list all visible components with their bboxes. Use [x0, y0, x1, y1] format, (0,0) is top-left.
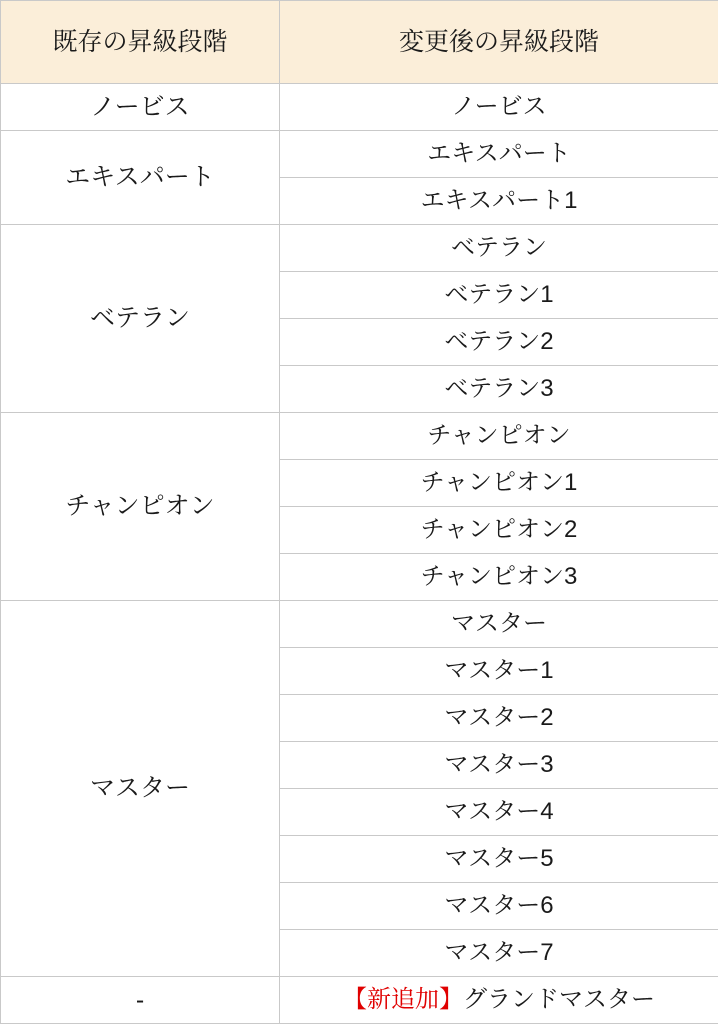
table-row	[1, 225, 718, 272]
new-rank-cell: マスター6	[280, 883, 718, 930]
new-rank-cell: ベテラン2	[280, 319, 718, 366]
new-rank-cell-grandmaster	[280, 977, 718, 1024]
new-rank-cell: エキスパート	[280, 131, 718, 178]
new-rank-cell: ベテラン	[280, 225, 718, 272]
column-header-old-ranks: 既存の昇級段階	[1, 1, 280, 84]
new-rank-cell: マスター5	[280, 836, 718, 883]
new-rank-cell: ベテラン1	[280, 272, 718, 319]
old-rank-cell: エキスパート	[1, 131, 280, 225]
new-rank-cell: マスター4	[280, 789, 718, 836]
new-badge-label: 【新追加】	[343, 986, 463, 1013]
table-row	[1, 413, 718, 460]
table-header-row	[1, 1, 718, 84]
new-rank-cell: チャンピオン2	[280, 507, 718, 554]
old-rank-cell: チャンピオン	[1, 413, 280, 601]
column-header-new-ranks: 変更後の昇級段階	[280, 1, 718, 84]
new-rank-cell: マスター7	[280, 930, 718, 977]
old-rank-cell: ベテラン	[1, 225, 280, 413]
table-header	[1, 1, 718, 84]
new-rank-cell: マスター1	[280, 648, 718, 695]
new-rank-cell: マスター3	[280, 742, 718, 789]
new-rank-cell: ノービス	[280, 84, 718, 131]
table-row	[1, 84, 718, 131]
old-rank-cell-empty: -	[1, 977, 280, 1024]
old-rank-cell: マスター	[1, 601, 280, 977]
new-rank-cell: エキスパート1	[280, 178, 718, 225]
new-rank-cell: マスター	[280, 601, 718, 648]
new-rank-cell: チャンピオン3	[280, 554, 718, 601]
table-row	[1, 131, 718, 178]
new-rank-cell: マスター2	[280, 695, 718, 742]
new-rank-cell: チャンピオン	[280, 413, 718, 460]
table-row	[1, 977, 718, 1024]
old-rank-cell: ノービス	[1, 84, 280, 131]
new-rank-cell: ベテラン3	[280, 366, 718, 413]
table-row	[1, 601, 718, 648]
table-body	[1, 84, 718, 1024]
new-rank-label: グランドマスター	[463, 986, 655, 1013]
new-rank-cell: チャンピオン1	[280, 460, 718, 507]
